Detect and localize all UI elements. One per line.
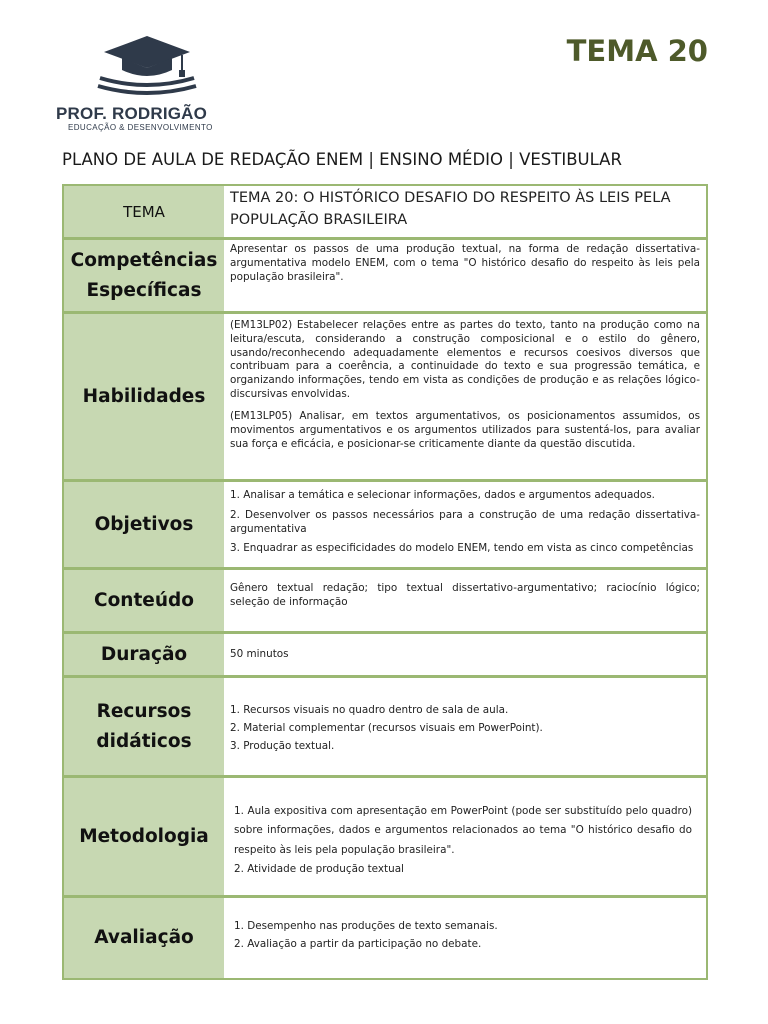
- row-competencias: [64, 240, 706, 314]
- list-item: 2. Material complementar (recursos visuais em PowerPoint).: [230, 721, 543, 734]
- list-item: 1. Aula expositiva com apresentação em PowerPoint (pode ser substituído pelo quadro) sobre informações, dados e argumentos relacionados ao tema "O histórico desafio do respeito às leis pela população brasileira".: [234, 805, 692, 856]
- row-label: TEMA: [64, 186, 224, 237]
- list-item: 3. Enquadrar as especificidades do modelo ENEM, tendo em vista as cinco competências: [230, 542, 694, 555]
- lesson-plan-table: [62, 184, 708, 980]
- row-label: Avaliação: [64, 898, 224, 978]
- row-tema: [64, 186, 706, 240]
- avaliacao-content: [224, 898, 706, 978]
- logo-name: PROF. RODRIGÃO: [56, 104, 208, 123]
- duracao-content: 50 minutos: [230, 647, 289, 660]
- logo-tagline: EDUCAÇÃO & DESENVOLVIMENTO: [68, 123, 213, 132]
- row-label: Competências Específicas: [64, 240, 224, 311]
- list-item: 2. Atividade de produção textual: [234, 862, 404, 875]
- list-item: 1. Recursos visuais no quadro dentro de sala de aula.: [230, 704, 509, 716]
- row-objetivos: [64, 482, 706, 570]
- row-label: Habilidades: [64, 314, 224, 479]
- tema-content: TEMA 20: O HISTÓRICO DESAFIO DO RESPEITO ÀS LEIS PELA POPULAÇÃO BRASILEIRA: [230, 190, 671, 228]
- row-label: Objetivos: [64, 482, 224, 567]
- habilidades-content: [224, 314, 706, 479]
- row-habilidades: [64, 314, 706, 482]
- page-subtitle: PLANO DE AULA DE REDAÇÃO ENEM | ENSINO MÉDIO | VESTIBULAR: [62, 150, 622, 169]
- graduation-cap-books-icon: [92, 34, 202, 104]
- metodologia-content: [224, 778, 706, 895]
- list-item: 1. Desempenho nas produções de texto semanais.: [234, 920, 498, 932]
- habilidade-paragraph: (EM13LP02) Estabelecer relações entre as partes do texto, tanto na produção como na leitura/escuta, considerando a construção composicional e o estilo do gênero, usando/reconhecendo adequadamente elementos e recursos coesivos diversos que contribuam para a coerência, a continuidade do texto e sua progressão temática, e organizando informações, tendo em vista as condições de produção e as relações lógico-discursivas envolvidas.: [230, 319, 700, 401]
- row-avaliacao: [64, 898, 706, 978]
- row-metodologia: [64, 778, 706, 898]
- row-duracao: [64, 634, 706, 678]
- row-label: Recursos didáticos: [64, 678, 224, 775]
- brand-logo: [52, 34, 252, 134]
- list-item: 2. Avaliação a partir da participação no debate.: [234, 937, 482, 950]
- recursos-content: [224, 678, 706, 775]
- objetivos-content: [224, 482, 706, 567]
- conteudo-content: Gênero textual redação; tipo textual dissertativo-argumentativo; raciocínio lógico; seleção de informação: [230, 582, 700, 608]
- list-item: 3. Produção textual.: [230, 739, 335, 752]
- competencias-content: Apresentar os passos de uma produção textual, na forma de redação dissertativa-argumentativa modelo ENEM, com o tema "O histórico desafio do respeito às leis pela população brasileira".: [230, 243, 700, 283]
- row-label: Metodologia: [64, 778, 224, 895]
- row-conteudo: [64, 570, 706, 634]
- habilidade-paragraph: (EM13LP05) Analisar, em textos argumentativos, os posicionamentos assumidos, os movimentos argumentativos e os argumentos utilizados para sustentá-los, para avaliar sua força e eficácia, e posicionar-se criticamente diante da questão discutida.: [230, 409, 700, 450]
- tema-badge: TEMA 20: [566, 34, 708, 68]
- row-label: Duração: [64, 634, 224, 675]
- list-item: 2. Desenvolver os passos necessários para a construção de uma redação dissertativa-argumentativa: [230, 508, 700, 535]
- row-recursos: [64, 678, 706, 778]
- row-label: Conteúdo: [64, 570, 224, 631]
- list-item: 1. Analisar a temática e selecionar informações, dados e argumentos adequados.: [230, 489, 655, 501]
